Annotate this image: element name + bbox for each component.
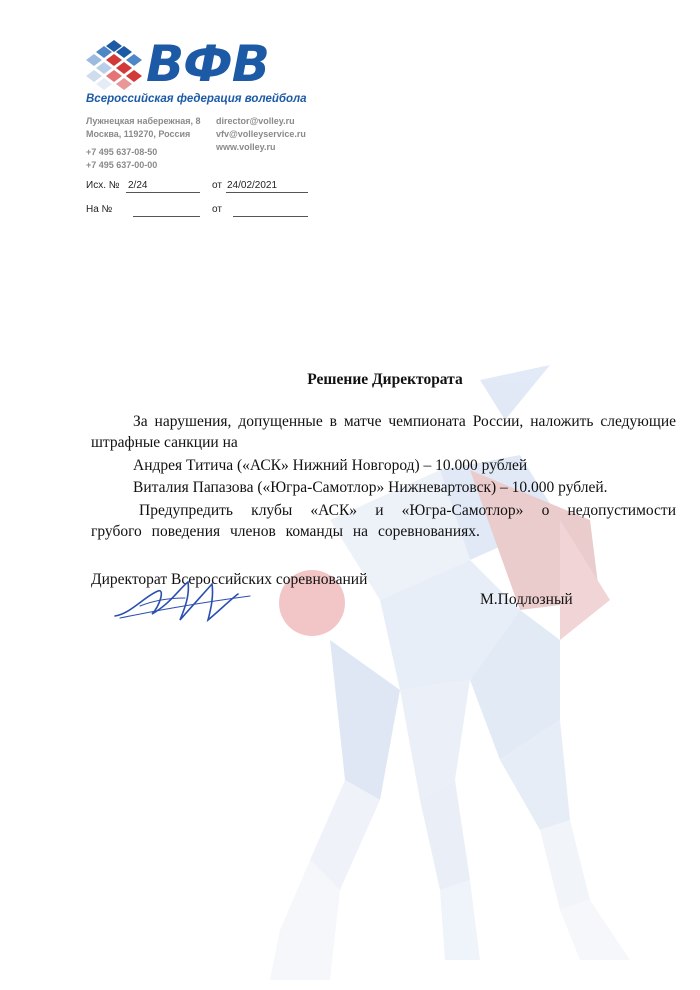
sanction-line: Андрея Титича («АСК» Нижний Новгород) – 10.000 рублей <box>133 457 528 474</box>
phone-block <box>86 146 157 172</box>
signatory-org: Директорат Всероссийских соревнований <box>91 571 368 588</box>
web-contacts-block <box>216 115 306 154</box>
incoming-number-line <box>133 204 200 217</box>
sanction-line: Виталия Папазова («Югра-Самотлор» Нижневартовск) – 10.000 рублей. <box>133 479 608 496</box>
outgoing-number: 2/24 <box>128 180 148 191</box>
org-name: Всероссийская федерация волейбола <box>86 93 307 105</box>
outgoing-date-label: от <box>212 180 222 191</box>
website-url: www.volley.ru <box>216 142 276 152</box>
logo-wordmark: ВФВ <box>146 35 269 93</box>
document-title: Решение Директората <box>307 371 463 388</box>
vfv-logo-icon <box>86 40 142 90</box>
email-address: vfv@volleyservice.ru <box>216 129 306 139</box>
address-line: Лужнецкая набережная, 8 <box>86 116 201 126</box>
incoming-date-line <box>233 204 308 217</box>
outgoing-number-label: Исх. № <box>86 180 120 191</box>
address-block <box>86 115 201 141</box>
email-address: director@volley.ru <box>216 116 295 126</box>
address-line: Москва, 119270, Россия <box>86 129 191 139</box>
incoming-date-label: от <box>212 204 222 215</box>
incoming-number-label: На № <box>86 204 113 215</box>
paragraph-warning: Предупредить клубы «АСК» и «Югра-Самотлор» о недопустимости грубого поведения членов команды на соревнованиях. <box>91 502 676 540</box>
paragraph-sanctions: За нарушения, допущенные в матче чемпионата России, наложить следующие штрафные санкции на <box>91 413 676 451</box>
signatory-name: М.Подлозный <box>480 591 573 608</box>
outgoing-date: 24/02/2021 <box>227 180 278 191</box>
phone-number: +7 495 637-08-50 <box>86 147 158 157</box>
handwritten-signature <box>110 576 260 626</box>
phone-number: +7 495 637-00-00 <box>86 160 158 170</box>
